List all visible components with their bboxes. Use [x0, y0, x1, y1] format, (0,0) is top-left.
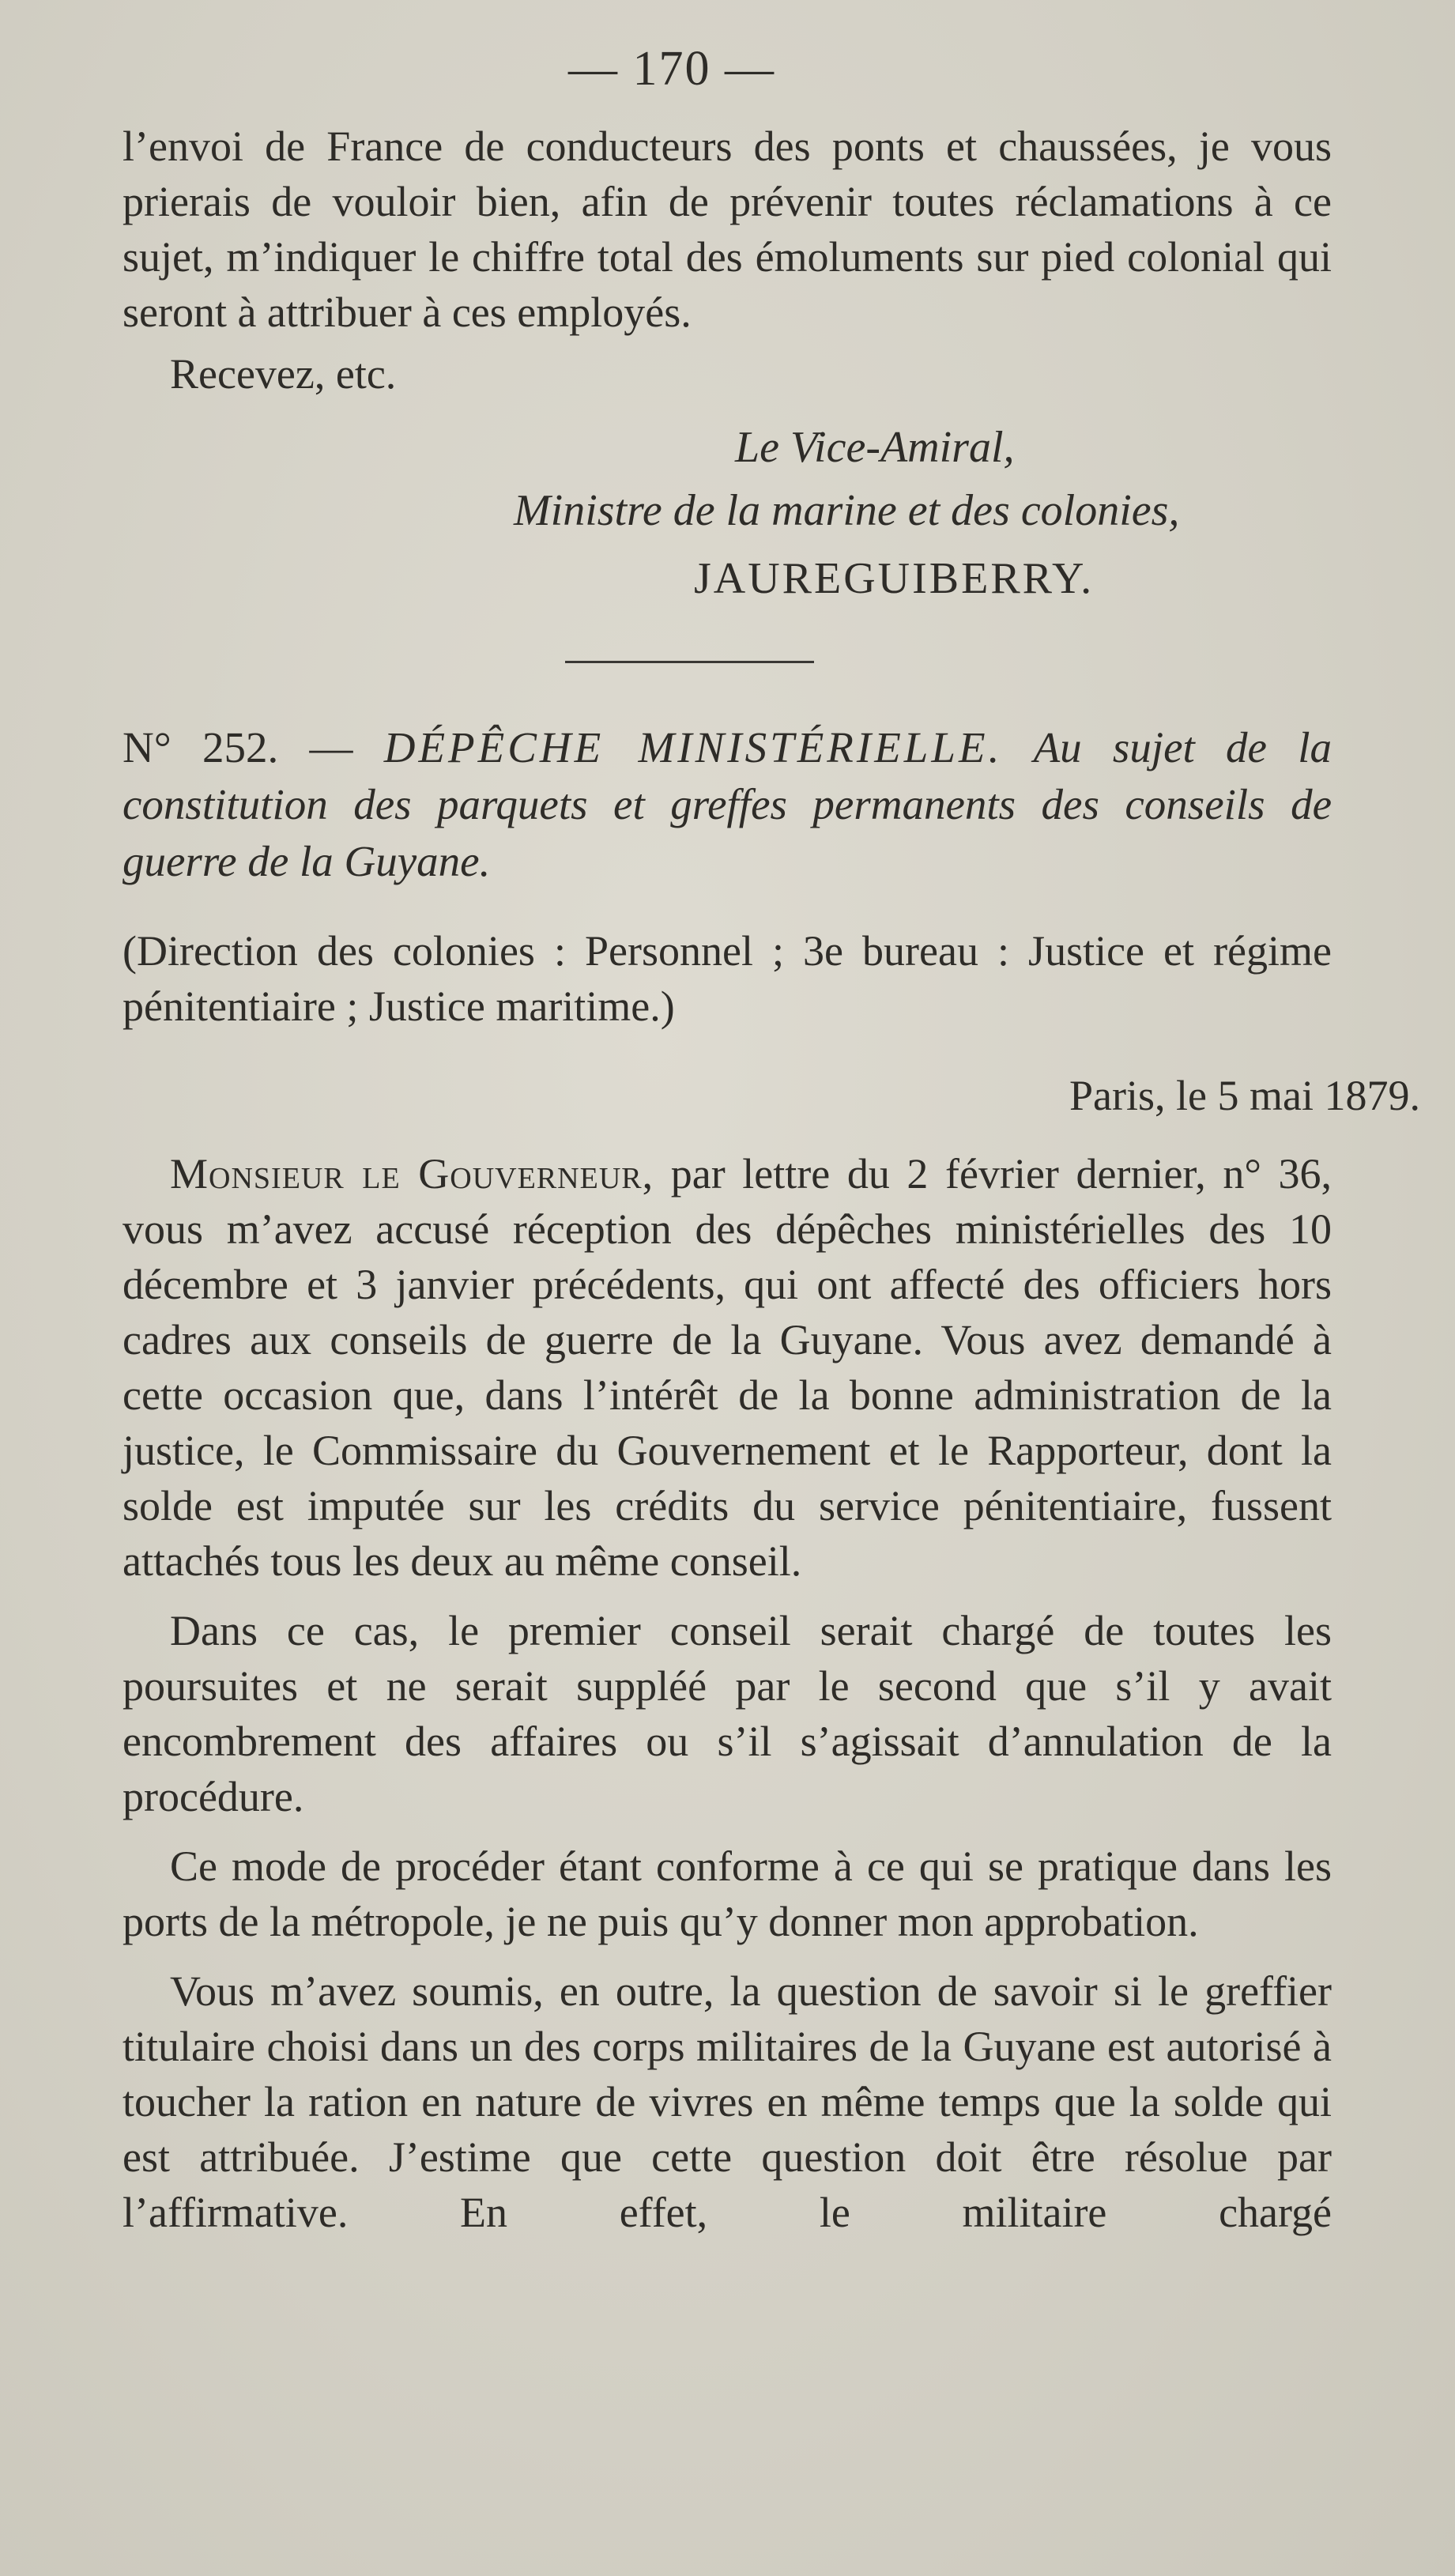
section-separator [565, 661, 814, 663]
signature-title: Le Vice-Amiral, [735, 423, 1015, 472]
dispatch-heading [123, 719, 1332, 890]
closing-block [123, 346, 1332, 402]
paragraph-spacer [123, 1952, 1332, 1963]
dispatch-body [123, 1146, 1332, 2243]
dispatch-type: DÉPÊCHE MINISTÉRIELLE. [383, 723, 1003, 771]
page-number: — 170 — [568, 42, 775, 96]
paragraph-spacer [123, 1592, 1332, 1603]
body-paragraph-1-text: par lettre du 2 février dernier, n° 36, vous m’avez accusé réception des dépêches ministérielles des 10 décembre et 3 janvier précédents, qui ont affecté des officiers hors cadres aux conseils de guerre de la Guyane. Vous avez demandé à cette occasion que, dans l’intérêt de la bonne administration de la justice, le Commissaire du Gouvernement et le Rapporteur, dont la solde est imputée sur les crédits du service pénitentiaire, fussent attachés tous les deux au même conseil. [123, 1150, 1332, 1585]
body-paragraph-4: Vous m’avez soumis, en outre, la question de savoir si le greffier titulaire choisi dans un des corps militaires de la Guyane est autorisé à toucher la ration en nature de vivres en même temps que la solde qui est attribuée. J’estime que cette question doit être résolue par l’affirmative. En effet, le militaire chargé [123, 1967, 1332, 2236]
body-paragraph-1 [123, 1146, 1332, 1589]
signature-name: JAUREGUIBERRY. [694, 554, 1095, 603]
continuation-text: l’envoi de France de conducteurs des ponts et chaussées, je vous prierais de vouloir bien, afin de prévenir toutes réclamations à ce sujet, m’indiquer le chiffre total des émoluments sur pied colonial qui seront à attribuer à ces employés. [123, 123, 1332, 336]
paragraph-spacer [123, 1827, 1332, 1839]
salutation: Monsieur le Gouverneur, [170, 1150, 654, 1197]
dispatch-direction: (Direction des colonies : Personnel ; 3e bureau : Justice et régime pénitentiaire ; Justice maritime.) [123, 927, 1332, 1030]
signature-role: Ministre de la marine et des colonies, [514, 486, 1180, 535]
dispatch-number: N° 252. — [123, 723, 353, 771]
dispatch-dateline: Paris, le 5 mai 1879. [1069, 1072, 1420, 1119]
dispatch-direction-block [123, 923, 1332, 1034]
closing-formula: Recevez, etc. [170, 350, 397, 398]
continuation-paragraph [123, 119, 1332, 340]
dispatch-heading-text [123, 719, 1332, 890]
dispatch-subject: Au sujet de la constitution des parquets et greffes permanents des conseils de guerre de la Guyane. [123, 723, 1332, 885]
body-paragraph-3: Ce mode de procéder étant conforme à ce qui se pratique dans les ports de la métropole, je ne puis qu’y donner mon approbation. [123, 1842, 1332, 1945]
body-paragraph-2: Dans ce cas, le premier conseil serait chargé de toutes les poursuites et ne serait suppléé par le second que s’il y avait encombrement des affaires ou s’il s’agissait d’annulation de la procédure. [123, 1607, 1332, 1820]
